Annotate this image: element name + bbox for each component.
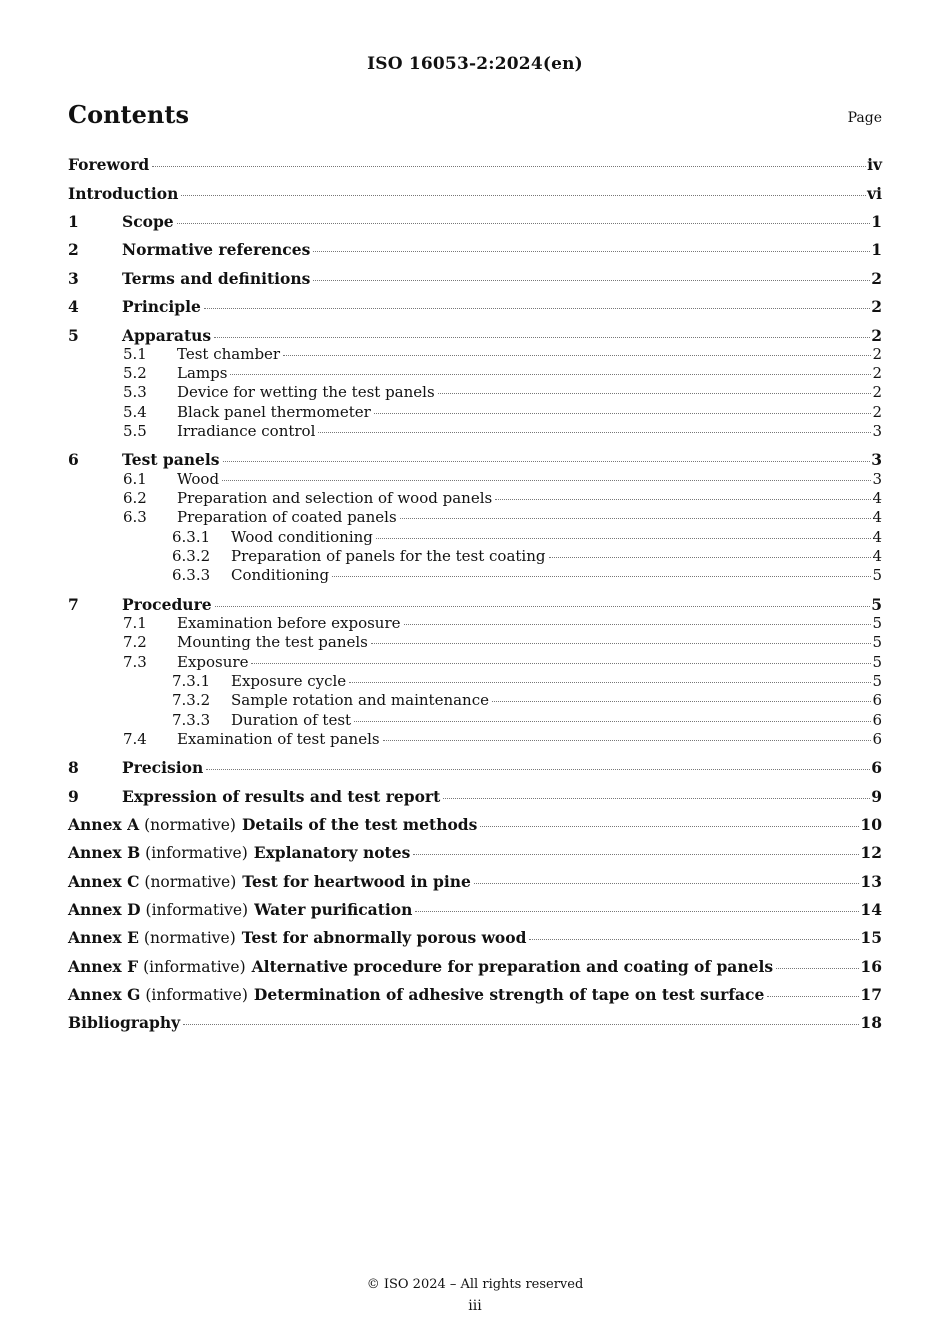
dot-leader xyxy=(181,195,866,196)
toc-entry-page: 2 xyxy=(871,297,882,316)
dot-leader xyxy=(313,251,870,252)
toc-entry-number: 5.2 xyxy=(123,364,147,382)
toc-entry-page: 5 xyxy=(872,566,882,584)
toc-entry-title: Test chamber xyxy=(177,345,281,363)
toc-entry-page: 18 xyxy=(860,1013,882,1032)
toc-entry-title: Normative references xyxy=(122,240,311,259)
dot-leader xyxy=(177,223,871,224)
toc-entry-title: Expression of results and test report xyxy=(122,787,441,806)
toc-entry-page: 2 xyxy=(872,403,882,421)
toc-entry-title: Terms and definitions xyxy=(122,269,311,288)
toc-entry[interactable] xyxy=(68,297,882,317)
annex-type: (normative) xyxy=(143,929,236,947)
toc-entry-page: 5 xyxy=(872,614,882,632)
toc-entry-number: 8 xyxy=(68,758,79,777)
toc-entry[interactable] xyxy=(68,900,882,920)
dot-leader xyxy=(222,480,871,481)
toc-entry-title: Foreword xyxy=(68,155,150,174)
toc-entry-title: Exposure cycle xyxy=(231,672,347,690)
dot-leader xyxy=(349,682,871,683)
toc-entry-number: 6.2 xyxy=(123,489,147,507)
toc-entry-title: Preparation of panels for the test coating xyxy=(231,547,546,565)
toc-entry-page: 6 xyxy=(872,691,882,709)
toc-entry-number: 7.3.1 xyxy=(172,672,211,690)
dot-leader xyxy=(215,606,871,607)
toc-entry-page: 16 xyxy=(860,957,882,976)
toc-entry-number: 6.3.3 xyxy=(172,566,211,584)
toc-entry-page: 4 xyxy=(872,547,882,565)
toc-entry-title: Conditioning xyxy=(231,566,330,584)
annex-label: Annex F xyxy=(68,957,139,976)
toc-entry[interactable] xyxy=(68,240,882,260)
toc-entry[interactable] xyxy=(68,815,882,835)
toc-entry-title: Details of the test methods xyxy=(241,815,478,834)
dot-leader xyxy=(549,557,872,558)
toc-entry-title: Determination of adhesive strength of tape on test surface xyxy=(253,985,765,1004)
toc-entry-title: Device for wetting the test panels xyxy=(177,383,435,401)
dot-leader xyxy=(206,769,870,770)
document-id-header: ISO 16053-2:2024(en) xyxy=(367,54,583,74)
toc-entry[interactable] xyxy=(68,212,882,232)
toc-entry-page: 2 xyxy=(872,345,882,363)
toc-entry-title: Explanatory notes xyxy=(253,843,411,862)
toc-entry-title: Wood xyxy=(177,470,220,488)
dot-leader xyxy=(400,518,872,519)
toc-entry-page: 10 xyxy=(860,815,882,834)
toc-entry-page: 6 xyxy=(872,711,882,729)
toc-entry[interactable] xyxy=(172,566,882,586)
toc-entry-page: 4 xyxy=(872,508,882,526)
toc-entry[interactable] xyxy=(123,633,882,653)
dot-leader xyxy=(354,721,871,722)
page-number: iii xyxy=(468,1298,482,1314)
toc-entry[interactable] xyxy=(68,595,882,615)
toc-entry-title: Sample rotation and maintenance xyxy=(231,691,489,709)
toc-entry[interactable] xyxy=(123,470,882,490)
toc-entry-page: 13 xyxy=(860,872,882,891)
annex-label: Annex G xyxy=(68,985,141,1004)
toc-entry-number: 3 xyxy=(68,269,79,288)
dot-leader xyxy=(404,624,872,625)
dot-leader xyxy=(492,701,871,702)
toc-entry-title: Precision xyxy=(122,758,204,777)
annex-label: Annex B xyxy=(68,843,141,862)
toc-entry-number: 7.4 xyxy=(123,730,147,748)
dot-leader xyxy=(223,461,871,462)
toc-entry-title: Alternative procedure for preparation and coating of panels xyxy=(251,957,774,976)
dot-leader xyxy=(438,393,872,394)
toc-entry-page: 2 xyxy=(872,364,882,382)
toc-entry-number: 6.1 xyxy=(123,470,147,488)
toc-entry-page: 14 xyxy=(860,900,882,919)
toc-entry[interactable] xyxy=(68,872,882,892)
toc-entry-number: 7 xyxy=(68,595,79,614)
toc-entry-page: 5 xyxy=(872,653,882,671)
toc-entry[interactable] xyxy=(68,184,882,204)
toc-entry[interactable] xyxy=(123,364,882,384)
toc-entry[interactable] xyxy=(123,345,882,365)
toc-entry-page: 1 xyxy=(871,212,882,231)
toc-entry-number: 2 xyxy=(68,240,79,259)
toc-entry-title: Water purification xyxy=(254,900,413,919)
toc-entry[interactable] xyxy=(172,691,882,711)
dot-leader xyxy=(283,355,871,356)
toc-entry[interactable] xyxy=(68,787,882,807)
toc-entry-number: 6.3 xyxy=(123,508,147,526)
toc-entry-number: 7.3.2 xyxy=(172,691,211,709)
toc-entry-page: vi xyxy=(867,184,882,203)
toc-entry-number: 5.4 xyxy=(123,403,147,421)
toc-entry-page: 5 xyxy=(872,633,882,651)
toc-entry-title: Mounting the test panels xyxy=(177,633,368,651)
toc-entry-title: Examination before exposure xyxy=(177,614,401,632)
toc-entry-number: 6 xyxy=(68,450,79,469)
toc-entry-title: Wood conditioning xyxy=(231,528,373,546)
toc-entry[interactable] xyxy=(68,758,882,778)
toc-entry-number: 7.3 xyxy=(123,653,147,671)
dot-leader xyxy=(383,740,872,741)
toc-entry[interactable] xyxy=(68,928,882,948)
toc-entry-title: Irradiance control xyxy=(177,422,316,440)
copyright-footer: © ISO 2024 – All rights reserved xyxy=(366,1277,584,1292)
dot-leader xyxy=(152,166,866,167)
toc-entry[interactable] xyxy=(123,653,882,673)
dot-leader xyxy=(183,1024,859,1025)
dot-leader xyxy=(318,432,871,433)
toc-entry-title: Procedure xyxy=(122,595,212,614)
toc-entry-page: 4 xyxy=(872,489,882,507)
contents-title: Contents xyxy=(68,100,189,129)
dot-leader xyxy=(480,826,859,827)
toc-entry-title: Exposure xyxy=(177,653,249,671)
annex-type: (informative) xyxy=(145,844,248,862)
toc-entry-title: Preparation and selection of wood panels xyxy=(177,489,493,507)
toc-entry-number: 5.1 xyxy=(123,345,147,363)
toc-entry[interactable] xyxy=(68,1013,882,1033)
toc-entry-title: Preparation of coated panels xyxy=(177,508,397,526)
dot-leader xyxy=(415,911,859,912)
dot-leader xyxy=(204,308,870,309)
toc-entry-page: 3 xyxy=(872,422,882,440)
annex-type: (normative) xyxy=(144,816,236,834)
annex-type: (normative) xyxy=(144,873,237,891)
toc-entry-number: 4 xyxy=(68,297,79,316)
toc-entry-title: Test for heartwood in pine xyxy=(242,872,471,891)
toc-entry-title: Bibliography xyxy=(68,1013,181,1032)
toc-entry[interactable] xyxy=(123,403,882,423)
dot-leader xyxy=(230,374,871,375)
toc-entry-page: 6 xyxy=(872,730,882,748)
toc-entry-number: 7.2 xyxy=(123,633,147,651)
toc-entry-page: 4 xyxy=(872,528,882,546)
toc-entry-title: Introduction xyxy=(68,184,179,203)
toc-entry-title: Scope xyxy=(122,212,174,231)
toc-entry[interactable] xyxy=(68,269,882,289)
toc-entry[interactable] xyxy=(68,843,882,863)
dot-leader xyxy=(443,798,870,799)
toc-entry-title: Apparatus xyxy=(122,326,212,345)
toc-entry[interactable] xyxy=(68,957,882,977)
toc-entry[interactable] xyxy=(123,383,882,403)
dot-leader xyxy=(495,499,871,500)
dot-leader xyxy=(374,413,872,414)
toc-entry[interactable] xyxy=(172,711,882,731)
toc-entry[interactable] xyxy=(68,450,882,470)
toc-entry-number: 5.5 xyxy=(123,422,147,440)
toc-entry[interactable] xyxy=(172,547,882,567)
dot-leader xyxy=(413,854,859,855)
toc-entry[interactable] xyxy=(123,730,882,750)
dot-leader xyxy=(332,576,871,577)
toc-entry-page: 9 xyxy=(871,787,882,806)
annex-label: Annex E xyxy=(68,928,139,947)
toc-entry-page: 5 xyxy=(872,672,882,690)
toc-entry-number: 7.1 xyxy=(123,614,147,632)
toc-entry[interactable] xyxy=(68,326,882,346)
toc-entry-title: Test panels xyxy=(122,450,220,469)
toc-entry[interactable] xyxy=(172,672,882,692)
toc-entry[interactable] xyxy=(172,528,882,548)
toc-entry[interactable] xyxy=(123,489,882,509)
toc-entry-page: 12 xyxy=(860,843,882,862)
toc-entry-page: iv xyxy=(867,155,882,174)
dot-leader xyxy=(529,939,859,940)
toc-entry-page: 2 xyxy=(871,269,882,288)
toc-entry-page: 15 xyxy=(860,928,882,947)
toc-entry-page: 6 xyxy=(871,758,882,777)
toc-entry-title: Test for abnormally porous wood xyxy=(241,928,527,947)
toc-entry-title: Examination of test panels xyxy=(177,730,380,748)
toc-entry[interactable] xyxy=(123,614,882,634)
toc-entry[interactable] xyxy=(123,508,882,528)
dot-leader xyxy=(776,968,859,969)
dot-leader xyxy=(251,663,871,664)
toc-entry-title: Lamps xyxy=(177,364,228,382)
toc-entry-page: 3 xyxy=(871,450,882,469)
page-column-label: Page xyxy=(847,110,882,126)
annex-type: (informative) xyxy=(145,986,248,1004)
toc-entry-title: Black panel thermometer xyxy=(177,403,371,421)
dot-leader xyxy=(767,996,859,997)
toc-entry[interactable] xyxy=(68,985,882,1005)
toc-entry-number: 7.3.3 xyxy=(172,711,211,729)
toc-entry-number: 5.3 xyxy=(123,383,147,401)
toc-entry-page: 2 xyxy=(871,326,882,345)
toc-entry-title: Duration of test xyxy=(231,711,352,729)
annex-label: Annex D xyxy=(68,900,141,919)
toc-entry-number: 5 xyxy=(68,326,79,345)
annex-label: Annex A xyxy=(68,815,140,834)
annex-type: (informative) xyxy=(143,958,246,976)
toc-entry-title: Principle xyxy=(122,297,201,316)
toc-entry[interactable] xyxy=(123,422,882,442)
dot-leader xyxy=(214,337,870,338)
toc-entry-number: 6.3.2 xyxy=(172,547,211,565)
annex-label: Annex C xyxy=(68,872,140,891)
dot-leader xyxy=(371,643,872,644)
toc-entry-number: 1 xyxy=(68,212,79,231)
toc-entry-number: 6.3.1 xyxy=(172,528,211,546)
dot-leader xyxy=(313,280,870,281)
toc-entry-page: 2 xyxy=(872,383,882,401)
toc-entry-page: 17 xyxy=(860,985,882,1004)
toc-entry-page: 1 xyxy=(871,240,882,259)
dot-leader xyxy=(474,883,860,884)
toc-entry-number: 9 xyxy=(68,787,79,806)
toc-entry-page: 5 xyxy=(871,595,882,614)
dot-leader xyxy=(376,538,872,539)
annex-type: (informative) xyxy=(145,901,249,919)
toc-entry-page: 3 xyxy=(872,470,882,488)
toc-entry[interactable] xyxy=(68,155,882,175)
